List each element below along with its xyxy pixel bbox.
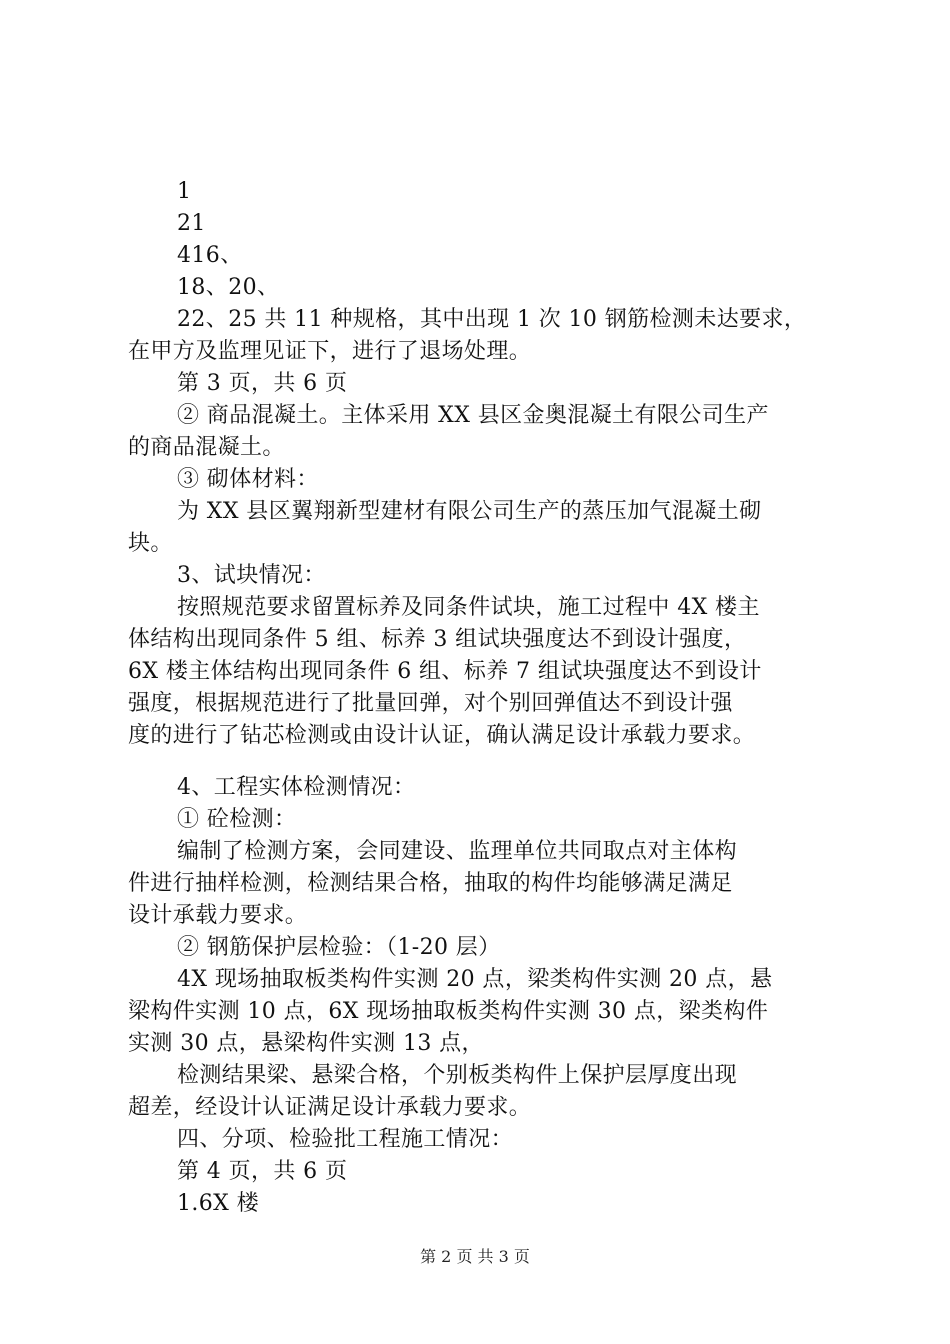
text-line: 为 XX 县区翼翔新型建材有限公司生产的蒸压加气混凝土砌 [177, 499, 762, 524]
text-line: ③ 砌体材料： [177, 467, 319, 492]
text-line: ② 商品混凝土。主体采用 XX 县区金奥混凝土有限公司生产 [177, 403, 769, 428]
text-line: 1.6X 楼 [177, 1191, 260, 1216]
text-line: 块。 [128, 531, 173, 556]
section-heading: 4、工程实体检测情况： [177, 775, 416, 800]
text-line: 设计承载力要求。 [128, 903, 308, 928]
section-heading: 3、试块情况： [177, 563, 326, 588]
text-line: 6X 楼主体结构出现同条件 6 组、标养 7 组试块强度达不到设计 [128, 659, 762, 684]
text-line: 1 [177, 179, 192, 204]
text-line: 的商品混凝土。 [128, 435, 285, 460]
section-heading: 四、分项、检验批工程施工情况： [177, 1127, 514, 1152]
text-line: 件进行抽样检测，检测结果合格，抽取的构件均能够满足满足 [128, 871, 733, 896]
text-line: 超差，经设计认证满足设计承载力要求。 [128, 1095, 532, 1120]
text-line: ① 砼检测： [177, 807, 297, 832]
page-marker: 第 3 页，共 6 页 [177, 371, 348, 396]
text-line: 22、25 共 11 种规格，其中出现 1 次 10 钢筋检测未达要求， [177, 307, 807, 332]
text-line: ② 钢筋保护层检验：（1-20 层） [177, 935, 501, 960]
text-line: 编制了检测方案，会同建设、监理单位共同取点对主体构 [177, 839, 738, 864]
text-line: 检测结果梁、悬梁合格，个别板类构件上保护层厚度出现 [177, 1063, 738, 1088]
text-line: 强度，根据规范进行了批量回弹，对个别回弹值达不到设计强 [128, 691, 733, 716]
text-line: 实测 30 点，悬梁构件实测 13 点， [128, 1031, 484, 1056]
text-line: 梁构件实测 10 点，6X 现场抽取板类构件实测 30 点，梁类构件 [128, 999, 769, 1024]
text-line: 体结构出现同条件 5 组、标养 3 组试块强度达不到设计强度， [128, 627, 747, 652]
text-line: 4X 现场抽取板类构件实测 20 点，梁类构件实测 20 点，悬 [177, 967, 773, 992]
text-line: 在甲方及监理见证下，进行了退场处理。 [128, 339, 532, 364]
text-line: 416、 [177, 243, 243, 268]
text-line: 度的进行了钻芯检测或由设计认证，确认满足设计承载力要求。 [128, 723, 756, 748]
text-line: 18、20、 [177, 275, 280, 300]
page-marker: 第 4 页，共 6 页 [177, 1159, 348, 1184]
text-line: 按照规范要求留置标养及同条件试块，施工过程中 4X 楼主 [177, 595, 760, 620]
text-line: 21 [177, 211, 206, 236]
page-footer: 第 2 页 共 3 页 [420, 1247, 530, 1266]
